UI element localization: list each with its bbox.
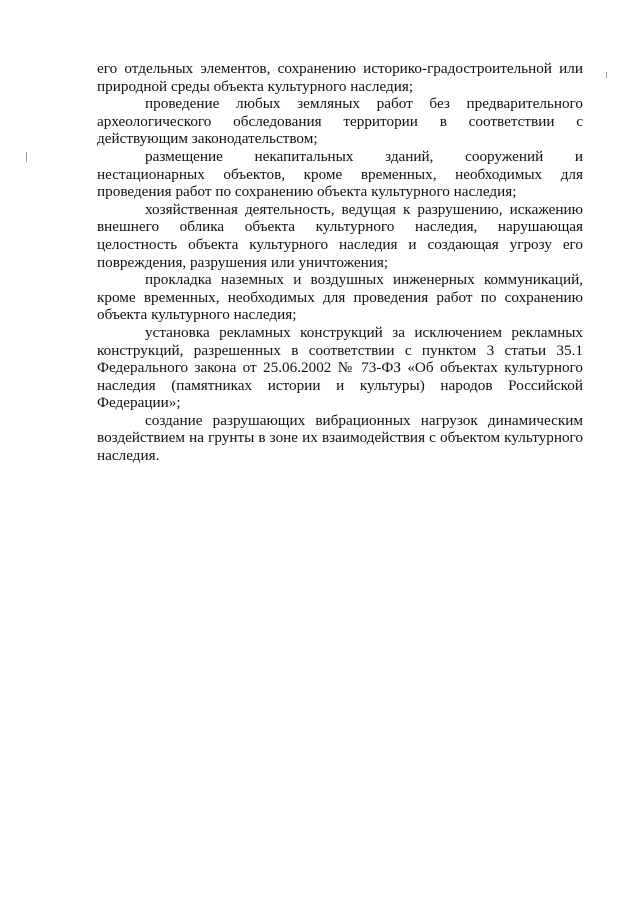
paragraph-temporary-structures: размещение некапитальных зданий, сооружений и нестационарных объектов, кроме временных, необходимых для проведения работ по сохранению объекта культурного наследия; <box>97 147 583 201</box>
paragraph-advertising-structures: установка рекламных конструкций за исключением рекламных конструкций, разрешенных в соответствии с пунктом 3 статьи 35.1 Федерального закона от 25.06.2002 № 73-ФЗ «Об объектах культурного наследия (памятниках истории и культуры) народов Российской Федерации»; <box>97 323 583 412</box>
paragraph-utility-lines: прокладка наземных и воздушных инженерных коммуникаций, кроме временных, необходимых для проведения работ по сохранению объекта культурного наследия; <box>97 271 583 324</box>
scan-mark-top-left <box>26 152 27 162</box>
scan-mark-top-right <box>606 72 607 78</box>
paragraph-economic-activity: хозяйственная деятельность, ведущая к разрушению, искажению внешнего облика объекта культурного наследия, нарушающая целостность объекта культурного наследия и создающая угрозу его повреждения, разрушения или уничтожения; <box>97 200 583 271</box>
paragraph-vibration-loads: создание разрушающих вибрационных нагрузок динамическим воздействием на грунты в зоне их взаимодействия с объектом культурного наследия. <box>97 411 583 465</box>
paragraph-earthworks: проведение любых земляных работ без предварительного археологического обследования территории в соответствии с действующим законодательством; <box>97 95 583 148</box>
document-body <box>97 60 583 465</box>
paragraph-cultural-environment: его отдельных элементов, сохранению историко-градостроительной или природной среды объекта культурного наследия; <box>97 60 583 95</box>
